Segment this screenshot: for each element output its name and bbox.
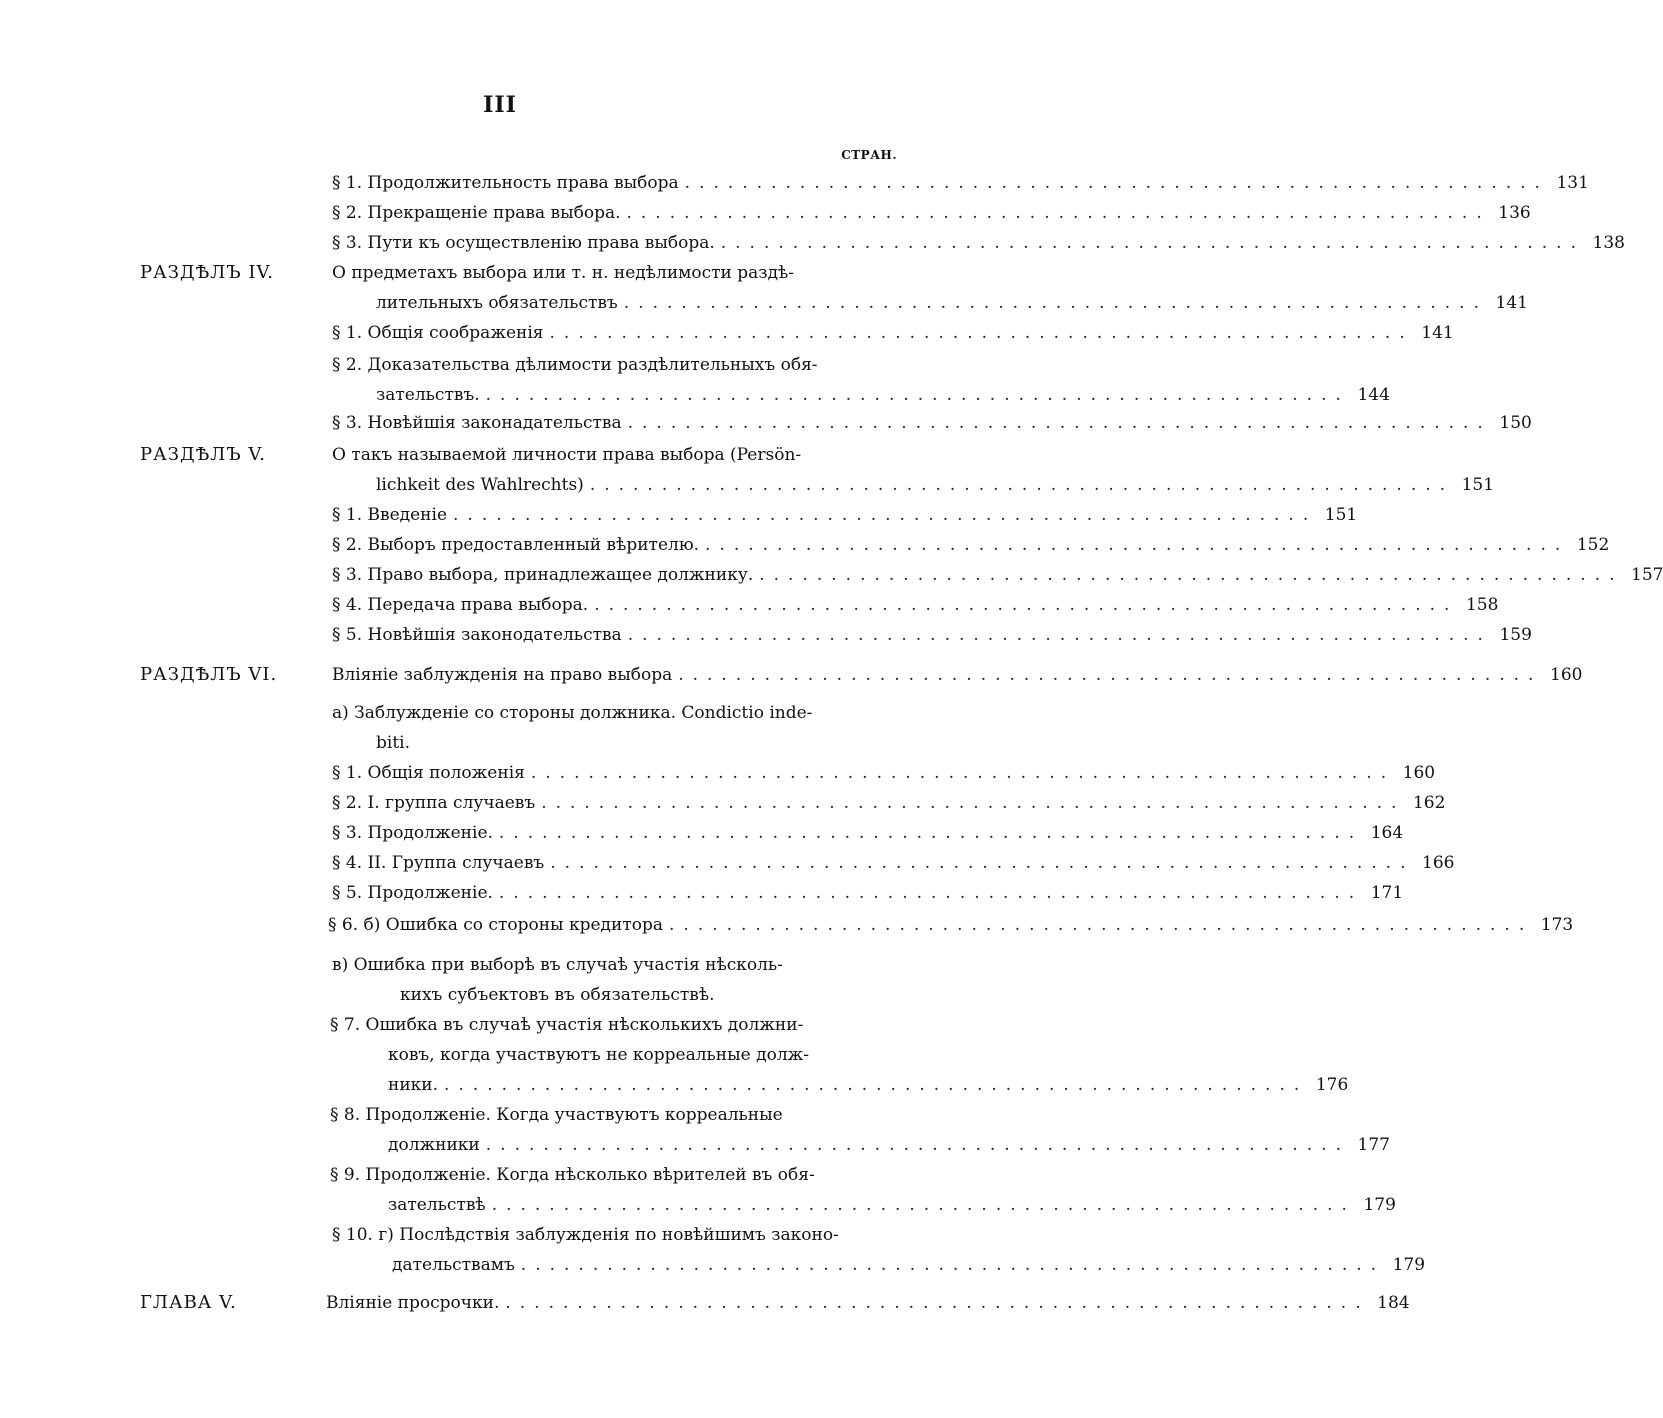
toc-line [376, 380, 1390, 410]
toc-line [330, 1010, 900, 1040]
toc-line [326, 1288, 1410, 1318]
toc-page-number: 151 [1324, 505, 1358, 525]
dot-leader: ............................................................ [453, 505, 1318, 525]
toc-page-number: 136 [1498, 203, 1531, 223]
toc-line [388, 1040, 900, 1070]
dot-leader: ............................................................ [759, 565, 1624, 585]
dot-leader: ............................................................ [626, 203, 1491, 223]
dot-leader: ............................................................ [549, 323, 1414, 343]
toc-line-text: § 3. Новѣйшія законадательства [332, 413, 622, 433]
toc-line [332, 500, 1358, 530]
toc-line [332, 758, 1436, 788]
dot-leader: ............................................................ [589, 475, 1455, 495]
toc-line-text: § 10. г) Послѣдствія заблужденія по новѣйшимъ законо- [332, 1225, 839, 1245]
toc-line [400, 980, 900, 1010]
toc-page-number: 176 [1315, 1075, 1349, 1095]
dot-leader: ............................................................ [627, 625, 1492, 645]
toc-page-number: 159 [1499, 625, 1532, 645]
toc-line-text: § 5. Новѣйшія законодательства [332, 625, 622, 645]
toc-page-number: 184 [1377, 1293, 1410, 1313]
toc-line [330, 1160, 900, 1190]
dot-leader: ............................................................ [705, 535, 1570, 555]
toc-page-number: 166 [1422, 853, 1455, 873]
toc-line-text: ковъ, когда участвуютъ не корреальные долж- [388, 1045, 810, 1065]
page-number: III [483, 92, 517, 118]
toc-line-text: в) Ошибка при выборѣ въ случаѣ участія нѣсколь- [332, 955, 783, 975]
toc-line-text: зательствѣ [388, 1195, 486, 1215]
dot-leader: ............................................................ [594, 595, 1459, 615]
toc-line-text: § 2. Доказательства дѣлимости раздѣлительныхъ обя- [332, 355, 818, 375]
toc-line [332, 560, 1663, 590]
toc-page-number: 171 [1370, 883, 1404, 903]
toc-line-text: дательствамъ [392, 1255, 515, 1275]
toc-page-number: 150 [1499, 413, 1532, 433]
toc-line-text: § 5. Продолженіе. [332, 883, 493, 903]
dot-leader: ............................................................ [684, 173, 1549, 193]
toc-section-label: ГЛАВА V. [140, 1292, 237, 1313]
toc-section-label: РАЗДѢЛЪ VI. [140, 664, 278, 685]
dot-leader: ............................................................ [505, 1293, 1370, 1313]
dot-leader: ............................................................ [485, 1135, 1350, 1155]
toc-line-text: § 8. Продолженіе. Когда участвуютъ корреальные [330, 1105, 783, 1125]
toc-line [376, 288, 1528, 318]
toc-line-text: § 2. I. группа случаевъ [332, 793, 536, 813]
toc-line [332, 198, 1531, 228]
toc-page-number: 179 [1392, 1255, 1426, 1275]
toc-page-number: 141 [1421, 323, 1454, 343]
toc-line [332, 660, 1583, 690]
toc-line-text: § 7. Ошибка въ случаѣ участія нѣсколькихъ должни- [330, 1015, 804, 1035]
toc-page-number: 152 [1576, 535, 1610, 555]
toc-line [388, 1130, 1390, 1160]
toc-page-number: 141 [1495, 293, 1528, 313]
toc-line-text: лительныхъ обязательствъ [376, 293, 618, 313]
toc-line-text: biti. [376, 733, 410, 753]
toc-line [332, 1220, 900, 1250]
toc-line-text: ники. [388, 1075, 439, 1095]
toc-line [332, 698, 900, 728]
toc-line-text: кихъ субъектовъ въ обязательствѣ. [400, 985, 715, 1005]
toc-section-label: РАЗДѢЛЪ V. [140, 444, 266, 465]
toc-line-text: должники [388, 1135, 480, 1155]
toc-page-number: 179 [1363, 1195, 1396, 1215]
toc-line [330, 1100, 900, 1130]
toc-line [332, 950, 900, 980]
toc-page-number: 164 [1370, 823, 1404, 843]
toc-line [376, 470, 1495, 500]
dot-leader: ............................................................ [444, 1075, 1309, 1095]
toc-line-text: § 2. Выборъ предоставленный вѣрителю. [332, 535, 700, 555]
toc-line-text: § 9. Продолженіе. Когда нѣсколько вѣрителей въ обя- [330, 1165, 815, 1185]
toc-page-number: 160 [1550, 665, 1583, 685]
toc-line-text: зательствъ. [376, 385, 480, 405]
toc-line [332, 350, 900, 380]
toc-line-text: О предметахъ выбора или т. н. недѣлимости раздѣ- [332, 263, 795, 283]
toc-line-text: § 6. б) Ошибка со стороны кредитора [328, 915, 663, 935]
dot-leader: ............................................................ [678, 665, 1543, 685]
page-column-header: СТРАН. [841, 148, 897, 162]
toc-line [376, 728, 900, 758]
toc-page-number: 177 [1357, 1135, 1390, 1155]
toc-line-text: а) Заблужденіе со стороны должника. Condictio inde- [332, 703, 813, 723]
toc-page-number: 138 [1592, 233, 1625, 253]
dot-leader: ............................................................ [669, 915, 1534, 935]
toc-line [332, 168, 1589, 198]
toc-page-number: 173 [1540, 915, 1574, 935]
dot-leader: ............................................................ [720, 233, 1585, 253]
toc-line [332, 848, 1455, 878]
dot-leader: ............................................................ [530, 763, 1396, 783]
toc-page-number: 160 [1402, 763, 1436, 783]
toc-line-text: lichkeit des Wahlrechts) [376, 475, 584, 495]
toc-line-text: § 1. Продолжительность права выбора [332, 173, 679, 193]
toc-line-text: § 1. Введеніе [332, 505, 448, 525]
toc-line [332, 878, 1404, 908]
toc-line [388, 1190, 1396, 1220]
toc-line-text: § 3. Пути къ осуществленію права выбора. [332, 233, 715, 253]
toc-line [332, 590, 1499, 620]
dot-leader: ............................................................ [498, 823, 1364, 843]
toc-line-text: О такъ называемой личности права выбора (Persön- [332, 445, 802, 465]
dot-leader: ............................................................ [550, 853, 1415, 873]
dot-leader: ............................................................ [485, 385, 1350, 405]
dot-leader: ............................................................ [627, 413, 1492, 433]
toc-line [332, 620, 1532, 650]
toc-page-number: 157 [1631, 565, 1663, 585]
toc-line [332, 788, 1446, 818]
toc-page-number: 131 [1556, 173, 1589, 193]
toc-line [332, 818, 1404, 848]
toc-line [332, 408, 1532, 438]
toc-line-text: § 4. II. Группа случаевъ [332, 853, 545, 873]
toc-page-number: 158 [1465, 595, 1499, 615]
toc-line-text: § 1. Общія соображенія [332, 323, 544, 343]
toc-line-text: § 3. Продолженіе. [332, 823, 493, 843]
toc-line [388, 1070, 1349, 1100]
toc-line-text: § 4. Передача права выбора. [332, 595, 589, 615]
toc-page-number: 151 [1461, 475, 1495, 495]
toc-line [332, 228, 1625, 258]
toc-line-text: § 1. Общія положенія [332, 763, 525, 783]
toc-line-text: Вліяніе заблужденія на право выбора [332, 665, 673, 685]
toc-line-text: § 2. Прекращеніе права выбора. [332, 203, 621, 223]
toc-line [328, 910, 1574, 940]
toc-line [332, 318, 1454, 348]
toc-page-number: 162 [1412, 793, 1446, 813]
toc-line [392, 1250, 1426, 1280]
dot-leader: ............................................................ [623, 293, 1488, 313]
dot-leader: ............................................................ [520, 1255, 1386, 1275]
toc-line [332, 440, 900, 470]
toc-line [332, 258, 900, 288]
toc-line-text: Вліяніе просрочки. [326, 1293, 500, 1313]
dot-leader: ............................................................ [541, 793, 1406, 813]
toc-line [332, 530, 1610, 560]
toc-line-text: § 3. Право выбора, принадлежащее должнику. [332, 565, 754, 585]
toc-page-number: 144 [1357, 385, 1390, 405]
dot-leader: ............................................................ [491, 1195, 1356, 1215]
dot-leader: ............................................................ [498, 883, 1364, 903]
toc-section-label: РАЗДѢЛЪ IV. [140, 262, 275, 283]
